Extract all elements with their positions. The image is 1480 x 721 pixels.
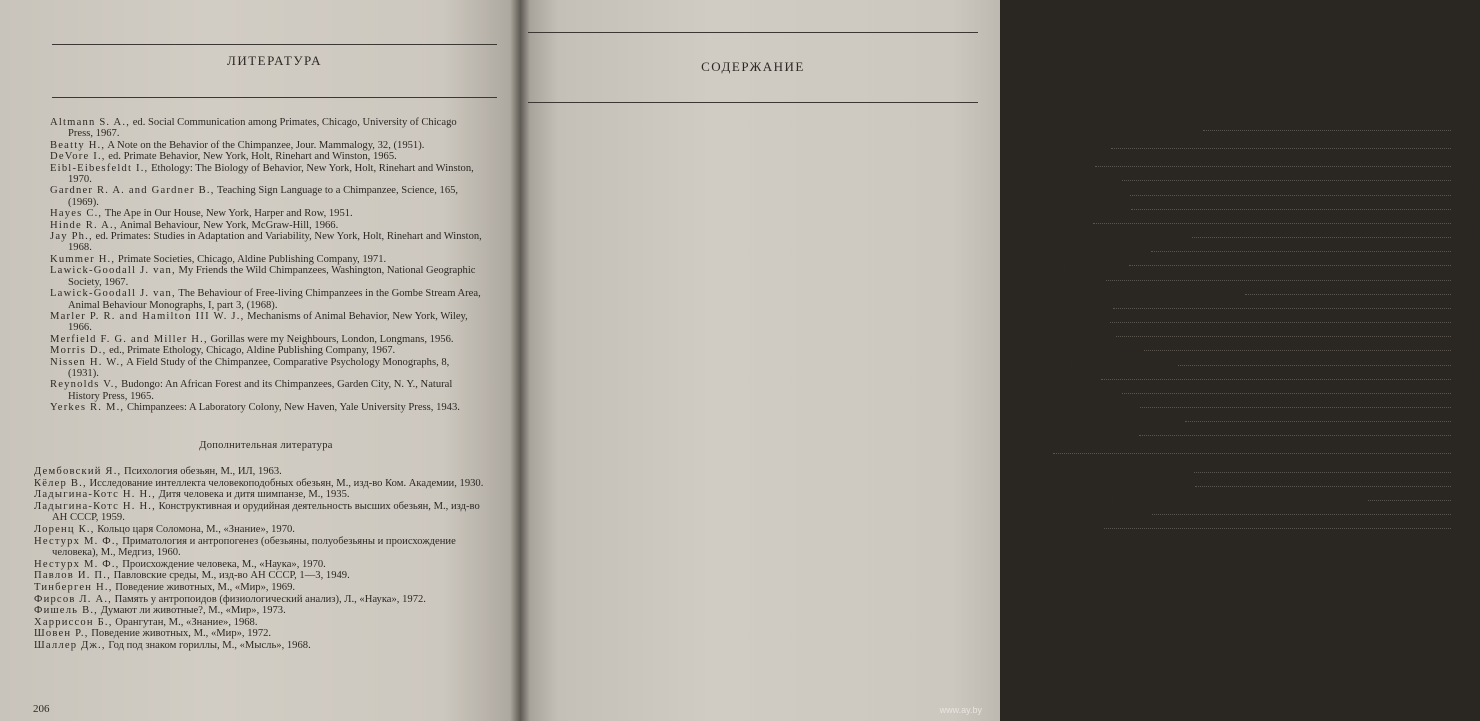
- toc-leader-dots: [1122, 393, 1451, 394]
- toc-entry: [1050, 218, 1480, 232]
- reference-text: Думают ли животные?, М., «Мир», 1973.: [100, 605, 286, 617]
- toc-entry: [1050, 161, 1480, 175]
- toc-title: 2. Первые шаги: [1050, 176, 1120, 188]
- toc-leader-dots: [1111, 148, 1451, 149]
- reference-text: Поведение животных, М., «Мир», 1969.: [115, 581, 296, 593]
- toc-page-number: 5: [1474, 144, 1480, 156]
- toc-leader-dots: [1152, 514, 1451, 515]
- reference-entry: [50, 334, 482, 345]
- toc-page-number: 77: [1469, 275, 1480, 287]
- reference-author: Morris D.,: [50, 345, 107, 357]
- toc-page-number: 126: [1464, 346, 1480, 358]
- additional-references-list: [34, 466, 494, 652]
- reference-author: DeVore I.,: [50, 151, 106, 163]
- toc-leader-dots: [1185, 421, 1451, 422]
- reference-text: ed. Primates: Studies in Adaptation and Variability, New York, Holt, Rinehart and Winston, 1968.: [68, 231, 482, 254]
- toc-entry: [1050, 448, 1480, 462]
- reference-entry: [50, 379, 482, 402]
- toc-title: 20. Вместо эпилога: [1050, 431, 1136, 443]
- reference-entry: [50, 208, 482, 219]
- toc-entry: [1050, 495, 1480, 509]
- toc-page-number: 56: [1469, 247, 1480, 259]
- toc-title: 8. Фло и ее семья: [1050, 261, 1127, 273]
- reference-entry: [50, 220, 482, 231]
- toc-title: 7. Станция подкормки: [1050, 247, 1149, 259]
- toc-entry: [1050, 204, 1480, 218]
- reference-entry: [50, 345, 482, 356]
- reference-text: Primate Societies, Chicago, Aldine Publishing Company, 1971.: [117, 253, 387, 265]
- reference-text: Кольцо царя Соломона, М., «Знание», 1970.: [97, 523, 295, 535]
- toc-leader-dots: [1151, 251, 1451, 252]
- reference-text: Конструктивная и орудийная деятельность высших обезьян, М., изд-во АН СССР, 1959.: [52, 500, 480, 524]
- toc-entry: [1050, 143, 1480, 157]
- toc-leader-dots: [1139, 435, 1451, 436]
- toc-title: 3. Первые успехи: [1050, 190, 1128, 202]
- toc-leader-dots: [1093, 223, 1451, 224]
- reference-author: Jay Ph.,: [50, 231, 93, 243]
- toc-entry: [1050, 175, 1480, 189]
- reference-entry: [34, 559, 494, 571]
- toc-title: 6. Шимпанзе приходят в лагерь: [1050, 233, 1190, 245]
- reference-author: Нестурх М. Ф.,: [34, 558, 120, 570]
- page-heading: ЛИТЕРАТУРА: [227, 53, 322, 68]
- reference-entry: [50, 402, 482, 413]
- reference-author: Hinde R. A.,: [50, 219, 118, 231]
- references-list: [50, 117, 482, 414]
- reference-author: Нестурх М. Ф.,: [34, 535, 120, 547]
- reference-author: Beatty H.,: [50, 139, 106, 151]
- toc-entry: [1050, 402, 1480, 416]
- toc-title: Приложение III. Использование предметов в качестве орудий и оружия: [1050, 495, 1366, 507]
- toc-leader-dots: [1368, 500, 1451, 501]
- toc-leader-dots: [1106, 280, 1451, 281]
- reference-author: Фирсов Л. А.,: [34, 593, 113, 605]
- toc-leader-dots: [1095, 166, 1451, 167]
- reference-author: Lawick-Goodall J. van,: [50, 265, 176, 277]
- reference-text: Animal Behaviour, New York, McGraw-Hill, 1966.: [119, 219, 339, 231]
- additional-literature-heading: Дополнительная литература: [199, 440, 333, 451]
- reference-text: The Behaviour of Free-living Chimpanzees in the Gombe Stream Area, Animal Behaviour Monographs, I, part 3, (1968).: [68, 288, 481, 311]
- toc-title: 16. Смерть: [1050, 374, 1099, 386]
- toc-entry: [1050, 246, 1480, 260]
- toc-page-number: 48: [1469, 233, 1480, 245]
- heading-rule: [528, 102, 978, 103]
- toc-leader-dots: [1122, 180, 1451, 181]
- reference-text: A Field Study of the Chimpanzee, Comparative Psychology Monographs, 8, (1931).: [68, 356, 450, 379]
- toc-entry: [1050, 317, 1480, 331]
- reference-author: Шовен Р.,: [34, 628, 89, 640]
- reference-entry: [50, 117, 482, 140]
- reference-author: Харриссон Б.,: [34, 616, 113, 628]
- toc-leader-dots: [1130, 195, 1451, 196]
- reference-author: Altmann S. A.,: [50, 117, 131, 128]
- heading-rule: [52, 97, 497, 98]
- toc-entry: [1050, 232, 1480, 246]
- reference-text: Год под знаком гориллы, М., «Мысль», 1968.: [108, 639, 311, 651]
- reference-text: ed. Primate Behavior, New York, Holt, Rinehart and Winston, 1965.: [108, 151, 397, 163]
- toc-title: 10. Рост научно-исследовательского центра: [1050, 289, 1243, 301]
- reference-text: The Ape in Our House, New York, Harper and Row, 1951.: [104, 208, 353, 220]
- reference-text: My Friends the Wild Chimpanzees, Washington, National Geographic Society, 1967.: [68, 265, 476, 288]
- toc-leader-dots: [1144, 350, 1451, 351]
- reference-entry: [34, 489, 494, 501]
- reference-text: Исследование интеллекта человекоподобных обезьян, М., изд-во Ком. Академии, 1930.: [89, 477, 484, 489]
- reference-text: Ethology: The Biology of Behavior, New York, Holt, Rinehart and Winston, 1970.: [68, 162, 474, 186]
- toc-page-number: 67: [1469, 261, 1480, 273]
- toc-page-number: 39: [1469, 218, 1480, 230]
- toc-entry: [1050, 360, 1480, 374]
- toc-page-number: 206: [1464, 524, 1480, 536]
- toc-page-number: 153: [1464, 388, 1480, 400]
- table-of-contents: [1050, 125, 1480, 537]
- reference-entry: [50, 254, 482, 265]
- reference-text: Происхождение человека, М., «Наука», 1970.: [122, 558, 326, 570]
- page-number: 206: [33, 703, 50, 715]
- reference-text: Mechanisms of Animal Behavior, New York, Wiley, 1966.: [68, 310, 468, 334]
- reference-entry: [50, 357, 482, 380]
- toc-title: Приложение I. Стадии развития: [1050, 467, 1192, 479]
- toc-title: 4. Жизнь в лагере: [1050, 204, 1129, 216]
- reference-entry: [34, 605, 494, 617]
- reference-text: Budongo: An African Forest and its Chimpanzees, Garden City, N. Y., Natural History Press, 1965.: [68, 379, 453, 402]
- page-heading: СОДЕРЖАНИЕ: [701, 59, 805, 74]
- reference-text: Дитя человека и дитя шимпанзе, М., 1935.: [158, 489, 350, 501]
- reference-author: Lawick-Goodall J. van,: [50, 288, 176, 300]
- toc-entry: [1050, 523, 1480, 537]
- toc-entry: [1050, 331, 1480, 345]
- reference-author: Фишель В.,: [34, 605, 99, 617]
- reference-author: Павлов И. П.,: [34, 570, 111, 582]
- toc-leader-dots: [1203, 130, 1451, 131]
- reference-entry: [50, 151, 482, 162]
- toc-entry: [1050, 374, 1480, 388]
- toc-entry: [1050, 481, 1480, 495]
- reference-entry: [34, 466, 494, 478]
- toc-entry: [1050, 275, 1480, 289]
- toc-entry: [1050, 260, 1480, 274]
- reference-text: ed. Social Communication among Primates, Chicago, University of Chicago Press, 1967.: [68, 117, 457, 140]
- reference-entry: [50, 231, 482, 254]
- reference-author: Лоренц К.,: [34, 523, 95, 535]
- toc-leader-dots: [1129, 265, 1451, 266]
- toc-page-number: 118: [1464, 332, 1480, 344]
- reference-author: Шаллер Дж.,: [34, 639, 106, 651]
- reference-author: Eibl-Eibesfeldt I.,: [50, 162, 149, 174]
- toc-page-number: 84: [1469, 289, 1480, 301]
- reference-entry: [34, 524, 494, 536]
- toc-title: 11. Младенец: [1050, 303, 1110, 315]
- toc-leader-dots: [1178, 365, 1451, 366]
- toc-entry: [1050, 467, 1480, 481]
- toc-leader-dots: [1245, 294, 1451, 295]
- watermark: www.ay.by: [939, 705, 982, 715]
- reference-text: Психология обезьян, М., ИЛ, 1963.: [124, 466, 282, 477]
- toc-title: 17. Мать и дитя: [1050, 388, 1120, 400]
- reference-author: Ладыгина-Котс Н. Н.,: [34, 489, 157, 501]
- toc-title: Литература: [1050, 524, 1101, 536]
- toc-title: Предисловие к русскому изданию: [1050, 126, 1200, 137]
- reference-entry: [34, 640, 494, 652]
- toc-page-number: 22: [1469, 190, 1480, 202]
- reference-author: Ладыгина-Котс Н. Н.,: [34, 500, 157, 512]
- top-rule: [528, 32, 978, 33]
- reference-author: Yerkes R. M.,: [50, 402, 125, 414]
- toc-leader-dots: [1192, 237, 1451, 238]
- toc-title: 18. В тени человека: [1050, 402, 1138, 414]
- toc-page-number: 185: [1464, 449, 1480, 461]
- reference-author: Hayes C.,: [50, 208, 103, 220]
- toc-page-number: 9: [1474, 162, 1480, 174]
- toc-page-number: 195: [1464, 481, 1480, 493]
- reference-entry: [34, 628, 494, 640]
- reference-entry: [50, 163, 482, 186]
- reference-entry: [50, 288, 482, 311]
- toc-page-number: 134: [1464, 360, 1480, 372]
- toc-leader-dots: [1053, 453, 1451, 454]
- reference-author: Merfield F. G. and Miller H.,: [50, 333, 208, 345]
- toc-title: 5. Дожди: [1050, 218, 1091, 230]
- toc-leader-dots: [1101, 379, 1451, 380]
- toc-page-number: 181: [1464, 431, 1480, 443]
- reference-entry: [50, 265, 482, 288]
- reference-author: Reynolds V.,: [50, 379, 119, 391]
- toc-page-number: 97: [1469, 303, 1480, 315]
- top-rule: [52, 44, 497, 45]
- toc-page-number: 193: [1464, 467, 1480, 479]
- toc-page-number: 30: [1469, 204, 1480, 216]
- toc-title: 9. Иерархия: [1050, 275, 1104, 287]
- reference-text: Павловские среды, М., изд-во АН СССР, 1—3, 1949.: [113, 570, 350, 582]
- toc-entry: [1050, 509, 1480, 523]
- toc-entry: [1050, 190, 1480, 204]
- reference-text: Teaching Sign Language to a Chimpanzee, Science, 165, (1969).: [68, 185, 459, 208]
- reference-text: Орангутан, М., «Знание», 1968.: [115, 616, 258, 628]
- reference-text: ed., Primate Ethology, Chicago, Aldine Publishing Company, 1967.: [109, 345, 396, 357]
- toc-leader-dots: [1110, 322, 1451, 323]
- toc-title: 15. Павианы и хищничество: [1050, 360, 1176, 372]
- toc-entry: [1050, 289, 1480, 303]
- reference-author: Marler P. R. and Hamilton III W. J.,: [50, 310, 245, 322]
- toc-page-number: 142: [1464, 374, 1480, 386]
- toc-leader-dots: [1116, 336, 1451, 337]
- toc-entry: [1050, 388, 1480, 402]
- reference-entry: [34, 617, 494, 629]
- reference-author: Gardner R. A. and Gardner B.,: [50, 185, 215, 197]
- reference-entry: [34, 582, 494, 594]
- toc-leader-dots: [1140, 407, 1451, 408]
- reference-entry: [34, 501, 494, 524]
- toc-page-number: 108: [1464, 318, 1480, 330]
- toc-leader-dots: [1195, 486, 1451, 487]
- reference-author: Дембовский Я.,: [34, 466, 122, 477]
- reference-author: Nissen H. W.,: [50, 356, 125, 368]
- toc-title: Приложение II. Мимика и звуки: [1050, 481, 1193, 493]
- reference-text: Gorillas were my Neighbours, London, Longmans, 1956.: [210, 333, 454, 345]
- toc-leader-dots: [1131, 209, 1451, 210]
- reference-entry: [34, 478, 494, 490]
- reference-text: A Note on the Behavior of the Chimpanzee, Jour. Mammalogy, 32, (1951).: [107, 139, 425, 151]
- toc-title: 19. Бесчеловечность человека: [1050, 417, 1183, 429]
- reference-author: Kummer H.,: [50, 253, 116, 265]
- toc-title: 12. Детеныш: [1050, 318, 1108, 330]
- right-page: [520, 0, 1480, 721]
- toc-leader-dots: [1104, 528, 1451, 529]
- reference-entry: [34, 570, 494, 582]
- toc-entry: [1050, 416, 1480, 430]
- reference-text: Приматология и антропогенез (обезьяны, полуобезьяны и происхождение человека), М., Медгиз, 1960.: [52, 535, 456, 559]
- toc-page-number: 199: [1464, 495, 1480, 507]
- reference-author: Кёлер В.,: [34, 477, 87, 489]
- reference-entry: [34, 536, 494, 559]
- left-page: [0, 0, 520, 721]
- toc-page-number: 13: [1469, 176, 1480, 188]
- toc-title: Приложение IV. Пища: [1050, 510, 1149, 522]
- toc-page-number: 162: [1464, 402, 1480, 414]
- toc-entry: [1050, 303, 1480, 317]
- toc-title: 14. В мире взрослых: [1050, 346, 1142, 358]
- reference-text: Chimpanzees: A Laboratory Colony, New Haven, Yale University Press, 1943.: [126, 402, 460, 414]
- toc-entry: [1050, 345, 1480, 359]
- reference-text: Поведение животных, М., «Мир», 1972.: [91, 628, 272, 640]
- reference-text: Память у антропоидов (физиологический анализ), Л., «Наука», 1972.: [114, 593, 426, 605]
- toc-title: 1. Начало: [1050, 162, 1093, 174]
- toc-title: 13. Подросток: [1050, 332, 1114, 344]
- toc-page-number: 172: [1464, 417, 1480, 429]
- toc-leader-dots: [1194, 472, 1451, 473]
- toc-entry: [1050, 430, 1480, 444]
- reference-author: Тинберген Н.,: [34, 581, 113, 593]
- reference-entry: [50, 311, 482, 334]
- toc-page-number: 203: [1464, 510, 1480, 522]
- reference-entry: [50, 140, 482, 151]
- toc-title: Предисловие: [1050, 144, 1109, 156]
- reference-entry: [50, 185, 482, 208]
- toc-entry: [1050, 125, 1480, 139]
- toc-leader-dots: [1113, 308, 1451, 309]
- reference-entry: [34, 594, 494, 606]
